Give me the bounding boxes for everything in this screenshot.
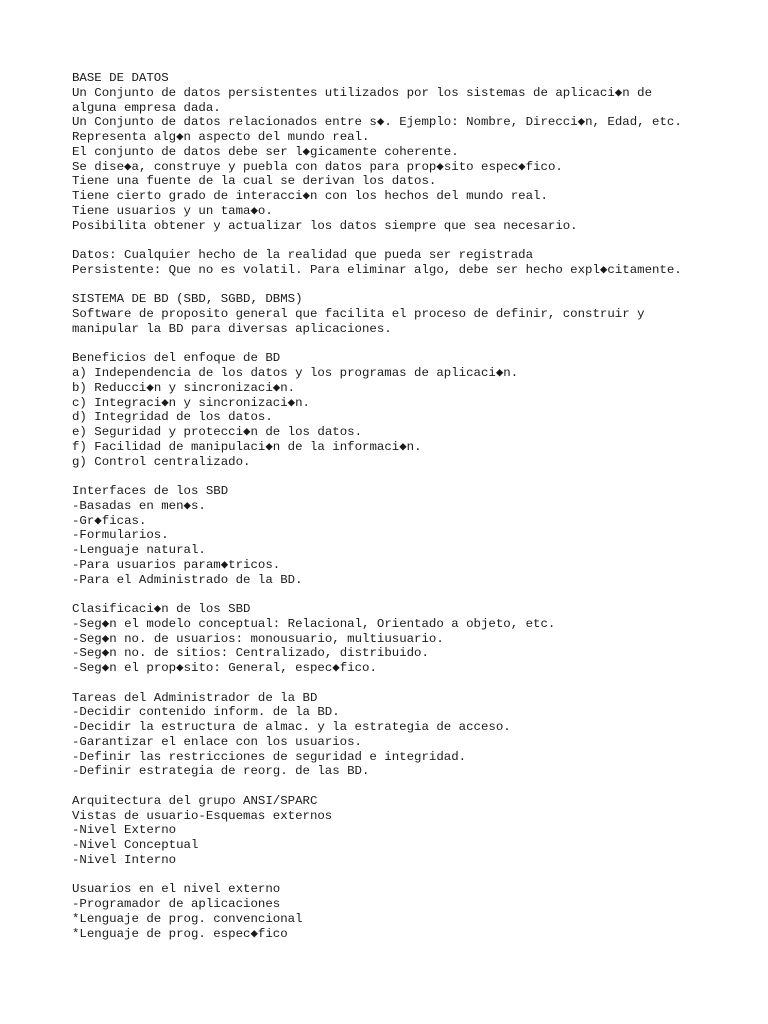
document-page	[72, 71, 752, 941]
text-line: -Para usuarios param◆tricos.	[72, 557, 281, 572]
text-line: -Decidir contenido inform. de la BD.	[72, 705, 340, 720]
text-line: Un Conjunto de datos relacionados entre s◆. Ejemplo: Nombre, Direcci◆n, Edad, etc.	[72, 115, 682, 130]
text-line: -Seg◆n el modelo conceptual: Relacional, Orientado a objeto, etc.	[72, 616, 556, 631]
text-line: El conjunto de datos debe ser l◆gicamente coherente.	[72, 144, 459, 159]
blank-line	[72, 469, 752, 484]
text-line: Tiene cierto grado de interacci◆n con los hechos del mundo real.	[72, 189, 548, 203]
text-line: -Seg◆n no. de usuarios: monousuario, multiusuario.	[72, 631, 444, 646]
text-line: -Programador de aplicaciones	[72, 897, 281, 911]
text-line: f) Facilidad de manipulaci◆n de la informaci◆n.	[72, 439, 422, 454]
text-line: BASE DE DATOS	[72, 71, 169, 85]
text-line: Tareas del Administrador de la BD	[72, 690, 318, 705]
text-line: SISTEMA DE BD (SBD, SGBD, DBMS)	[72, 292, 303, 307]
text-line: Tiene usuarios y un tama◆o.	[72, 203, 273, 218]
blank-line	[72, 868, 752, 883]
text-line: -Gr◆ficas.	[72, 513, 147, 528]
blank-line	[72, 337, 752, 352]
text-line: g) Control centralizado.	[72, 454, 251, 469]
text-line: *Lenguaje de prog. espec◆fico	[72, 926, 288, 941]
text-line: -Nivel Conceptual	[72, 838, 199, 852]
text-line: c) Integraci◆n y sincronizaci◆n.	[72, 395, 310, 410]
text-line: alguna empresa dada.	[72, 100, 221, 115]
text-line: -Decidir la estructura de almac. y la estrategia de acceso.	[72, 720, 511, 734]
text-line: -Garantizar el enlace con los usuarios.	[72, 734, 362, 749]
text-line: -Nivel Externo	[72, 823, 177, 838]
text-line: a) Independencia de los datos y los programas de aplicaci◆n.	[72, 366, 519, 380]
text-line: -Basadas en men◆s.	[72, 498, 206, 513]
blank-line	[72, 278, 752, 293]
text-line: Interfaces de los SBD	[72, 484, 229, 498]
text-line: Arquitectura del grupo ANSI/SPARC	[72, 793, 318, 808]
text-line: -Formularios.	[72, 528, 169, 543]
text-line: Posibilita obtener y actualizar los datos siempre que sea necesario.	[72, 218, 578, 233]
blank-line	[72, 676, 752, 691]
text-line: Clasificaci◆n de los SBD	[72, 602, 251, 616]
text-line: *Lenguaje de prog. convencional	[72, 911, 303, 926]
text-line: e) Seguridad y protecci◆n de los datos.	[72, 425, 363, 439]
text-line: -Seg◆n no. de sitios: Centralizado, distribuido.	[72, 646, 429, 661]
text-line: Representa alg◆n aspecto del mundo real.	[72, 130, 370, 144]
text-line: Usuarios en el nivel externo	[72, 882, 281, 897]
text-line: Datos: Cualquier hecho de la realidad que pueda ser registrada	[72, 248, 534, 262]
text-line: Persistente: Que no es volatil. Para eliminar algo, debe ser hecho expl◆citamente.	[72, 262, 682, 277]
text-line: Se dise◆a, construye y puebla con datos para prop◆sito espec◆fico.	[72, 159, 563, 174]
text-line: Un Conjunto de datos persistentes utilizados por los sistemas de aplicaci◆n de	[72, 85, 653, 100]
text-line: b) Reducci◆n y sincronizaci◆n.	[72, 380, 296, 395]
text-line: Beneficios del enfoque de BD	[72, 351, 281, 366]
text-line: d) Integridad de los datos.	[72, 410, 273, 425]
text-line: -Lenguaje natural.	[72, 543, 206, 557]
text-line: -Seg◆n el prop◆sito: General, espec◆fico.	[72, 661, 377, 675]
blank-line	[72, 779, 752, 794]
text-line: -Para el Administrado de la BD.	[72, 572, 303, 587]
blank-line	[72, 233, 752, 248]
text-line: -Definir estrategia de reorg. de las BD.	[72, 764, 370, 779]
text-line: manipular la BD para diversas aplicaciones.	[72, 321, 392, 336]
blank-line	[72, 587, 752, 602]
text-line: Vistas de usuario-Esquemas externos	[72, 808, 333, 823]
text-line: -Definir las restricciones de seguridad e integridad.	[72, 749, 467, 764]
text-line: -Nivel Interno	[72, 852, 177, 867]
text-line: Software de proposito general que facilita el proceso de definir, construir y	[72, 307, 645, 321]
text-line: Tiene una fuente de la cual se derivan los datos.	[72, 174, 437, 189]
